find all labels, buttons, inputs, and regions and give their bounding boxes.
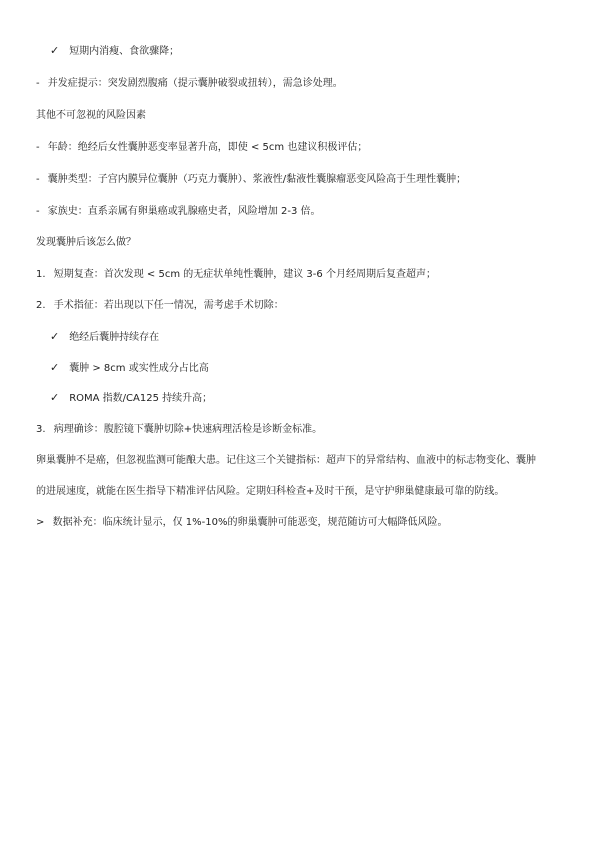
data-supplement-quote	[36, 516, 566, 530]
quote-text: 数据补充：临床统计显示，仅 1%-10%的卵巢囊肿可能恶变，规范随访可大幅降低风险。	[52, 517, 448, 528]
dash-marker: -	[36, 174, 40, 185]
surgery-condition-2	[50, 361, 580, 376]
check-icon: ✓	[50, 44, 60, 57]
bullet-text: 短期内消瘦、食欲骤降；	[69, 46, 180, 57]
summary-paragraph-line-1	[36, 454, 566, 468]
dash-marker: -	[36, 78, 40, 89]
section-heading-risk-factors	[36, 109, 566, 123]
condition-text: 囊肿 > 8cm 或实性成分占比高	[69, 363, 209, 374]
step-number: 2.	[36, 300, 46, 311]
risk-cyst-type	[36, 173, 566, 187]
surgery-condition-1	[50, 330, 580, 345]
check-icon: ✓	[50, 361, 60, 374]
check-icon: ✓	[50, 391, 60, 404]
step-number: 3.	[36, 424, 46, 435]
quote-marker: >	[36, 517, 45, 528]
step-3	[36, 423, 566, 437]
item-text: 囊肿类型：子宫内膜异位囊肿（巧克力囊肿）、浆液性/黏液性囊腺瘤恶变风险高于生理性囊肿；	[47, 174, 467, 185]
dash-marker: -	[36, 142, 40, 153]
item-text: 家族史：直系亲属有卵巢癌或乳腺癌史者，风险增加 2-3 倍。	[47, 206, 321, 217]
risk-age	[36, 141, 566, 155]
step-1	[36, 268, 566, 282]
condition-text: 绝经后囊肿持续存在	[69, 332, 160, 343]
surgery-condition-3	[50, 391, 580, 406]
step-2	[36, 299, 566, 313]
section-heading-what-to-do	[36, 236, 566, 250]
complication-item	[36, 77, 566, 91]
step-text: 短期复查：首次发现 < 5cm 的无症状单纯性囊肿，建议 3-6 个月经周期后复查超声；	[53, 269, 436, 280]
condition-text: ROMA 指数/CA125 持续升高；	[69, 393, 213, 404]
heading-text: 发现囊肿后该怎么做？	[36, 237, 136, 248]
bullet-weight-loss	[50, 44, 580, 59]
step-number: 1.	[36, 269, 46, 280]
paragraph-text: 的进展速度，就能在医生指导下精准评估风险。定期妇科检查+及时干预，是守护卵巢健康最可靠的防线。	[36, 486, 505, 497]
paragraph-text: 卵巢囊肿不是癌，但忽视监测可能酿大患。记住这三个关键指标：超声下的异常结构、血液中的标志物变化、囊肿	[36, 455, 536, 466]
heading-text: 其他不可忽视的风险因素	[36, 110, 146, 121]
dash-marker: -	[36, 206, 40, 217]
item-text: 并发症提示：突发剧烈腹痛（提示囊肿破裂或扭转），需急诊处理。	[47, 78, 343, 89]
step-text: 病理确诊：腹腔镜下囊肿切除+快速病理活检是诊断金标准。	[53, 424, 323, 435]
item-text: 年龄：绝经后女性囊肿恶变率显著升高，即使 < 5cm 也建议积极评估；	[47, 142, 368, 153]
risk-family-history	[36, 205, 566, 219]
check-icon: ✓	[50, 330, 60, 343]
step-text: 手术指征：若出现以下任一情况，需考虑手术切除：	[53, 300, 284, 311]
summary-paragraph-line-2	[36, 485, 566, 499]
